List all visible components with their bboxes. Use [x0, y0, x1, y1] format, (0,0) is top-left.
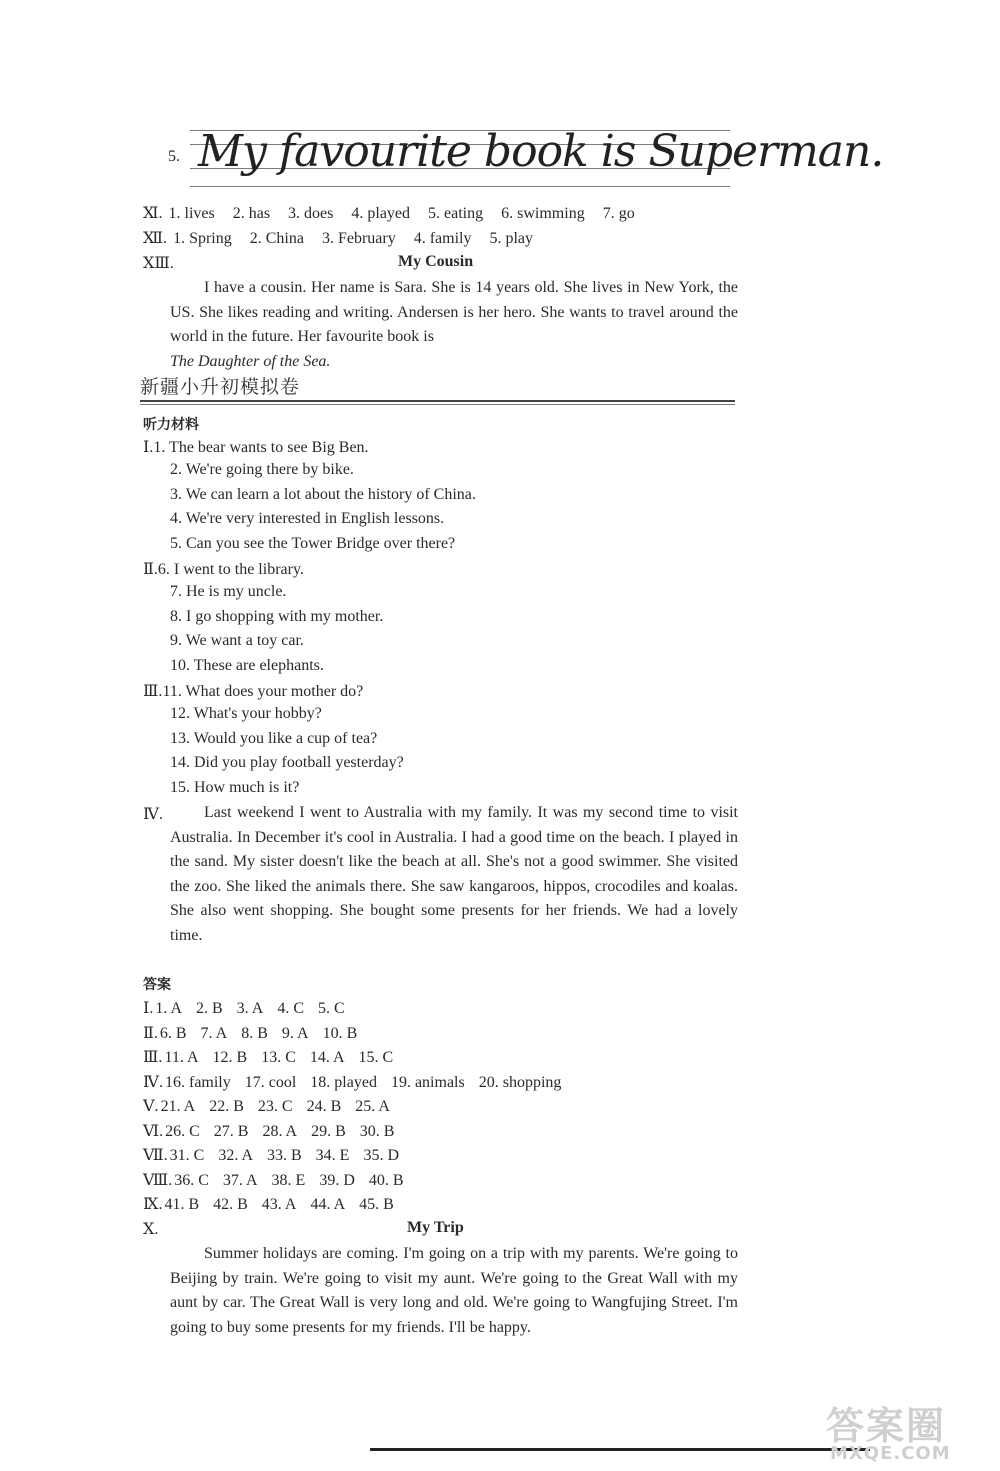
answer-row-label: Ⅴ.: [143, 1098, 159, 1115]
part3-item: 15. How much is it?: [170, 779, 300, 796]
answer-item: 14. A: [309, 1049, 345, 1066]
answer-item: 12. B: [212, 1049, 248, 1066]
answer-item: 21. A: [160, 1098, 196, 1115]
part1-item: 2. We're going there by bike.: [170, 461, 354, 478]
answer-row-label: Ⅲ.: [143, 1049, 163, 1066]
book-title: The Daughter of the Sea.: [170, 352, 331, 370]
answer-item: 42. B: [213, 1196, 248, 1213]
answer-item: 10. B: [322, 1024, 358, 1042]
answer-item: 29. B: [311, 1122, 346, 1140]
answer-item: 6. swimming: [501, 205, 585, 222]
answer-item: 3. does: [288, 205, 334, 222]
essay-body: I have a cousin. Her name is Sara. She is 14 years old. She lives in New York, the US. She likes reading and writing. Andersen is her hero. She wants to travel around the world in the future. Her favourite book is: [170, 279, 738, 346]
answer-item: 1. lives: [168, 205, 215, 222]
answer-item: 35. D: [363, 1147, 400, 1164]
answer-item: 6. B: [159, 1024, 187, 1042]
answer-item: 2. B: [196, 1000, 223, 1017]
answer-item: 5. C: [318, 1000, 345, 1017]
part1-item: Ⅰ.1. The bear wants to see Big Ben.: [143, 439, 369, 456]
handwriting-answer: [168, 122, 884, 194]
handwriting-number: 5.: [168, 148, 180, 165]
part-label: Ⅱ.: [143, 561, 158, 578]
section-xi: [143, 203, 649, 223]
answer-item: 8. B: [241, 1024, 268, 1042]
answer-item: 31. C: [169, 1147, 205, 1164]
part2-item: 10. These are elephants.: [170, 657, 324, 674]
listening-heading: 听力材料: [143, 417, 199, 433]
answer-item: 19. animals: [390, 1073, 465, 1091]
answer-item: 9. A: [281, 1024, 309, 1042]
answer-item: 3. February: [321, 230, 396, 247]
answer-row: [143, 1170, 418, 1190]
essay-title-my-cousin: My Cousin: [398, 253, 474, 270]
answer-item: 18. played: [310, 1073, 377, 1091]
answer-item: 7. go: [602, 205, 635, 222]
answer-item: 26. C: [165, 1122, 200, 1140]
answer-row-label: Ⅶ.: [143, 1147, 168, 1164]
answer-row: [143, 1023, 371, 1043]
answer-item: 32. A: [218, 1147, 253, 1164]
part2-item: 9. We want a toy car.: [170, 632, 304, 649]
section-label: Ⅻ.: [143, 230, 168, 247]
answer-item: 27. B: [213, 1122, 249, 1140]
answer-item: 23. C: [257, 1098, 293, 1115]
answer-item: 11. A: [164, 1049, 199, 1066]
part10-label: Ⅹ.: [143, 1221, 159, 1238]
part3-item: 14. Did you play football yesterday?: [170, 754, 404, 771]
answer-item: 33. B: [267, 1147, 302, 1164]
answer-row-label: Ⅰ.: [143, 1000, 154, 1017]
answer-row: [143, 998, 359, 1018]
essay-body: Summer holidays are coming. I'm going on a trip with my parents. We're going to Beijing by train. We're going to visit my aunt. We're going to the Great Wall with my aunt by car. The Great Wall is very long and old. We're going to Wangfujing Street. I'm going to buy some presents for my friends. I'll be happy.: [170, 1245, 738, 1336]
watermark-logo: 答案圈: [826, 1404, 947, 1448]
answer-item: 3. A: [236, 1000, 264, 1017]
answer-row-label: Ⅵ.: [143, 1122, 164, 1140]
answer-row-label: Ⅸ.: [143, 1196, 163, 1213]
answer-row: [143, 1121, 408, 1141]
answer-item: 13. C: [261, 1049, 296, 1066]
part1-item: 3. We can learn a lot about the history of China.: [170, 486, 476, 503]
essay-my-trip: [170, 1242, 738, 1340]
part3-item: 13. Would you like a cup of tea?: [170, 730, 378, 747]
watermark: [820, 1395, 980, 1465]
answer-item: 34. E: [315, 1147, 350, 1164]
section-label: Ⅺ.: [143, 205, 163, 222]
answer-item: 5. eating: [428, 205, 484, 222]
answer-item: 30. B: [359, 1122, 395, 1140]
answer-item: 4. family: [413, 230, 472, 247]
answer-row-label: Ⅷ.: [143, 1171, 173, 1189]
answer-item: 15. C: [358, 1049, 394, 1066]
answer-item: 16. family: [164, 1073, 231, 1091]
answer-row: [143, 1194, 408, 1214]
answer-item: 22. B: [209, 1098, 244, 1115]
answer-item: 40. B: [368, 1171, 404, 1189]
part2-item: 7. He is my uncle.: [170, 583, 287, 600]
answer-row: [143, 1047, 407, 1067]
part4-passage: [170, 801, 738, 949]
answer-item: 17. cool: [244, 1073, 297, 1091]
answer-item: 4. C: [277, 1000, 305, 1017]
answer-row: [143, 1145, 413, 1165]
section-xii: [143, 228, 547, 248]
part4-label: Ⅳ.: [143, 806, 163, 823]
exam-section-header: [140, 370, 735, 404]
answer-row: [143, 1072, 575, 1092]
section-xiii-label: ⅩⅢ.: [143, 255, 174, 272]
part1-item: 4. We're very interested in English lessons.: [170, 510, 445, 527]
answer-item: 20. shopping: [478, 1073, 562, 1091]
answer-item: 1. Spring: [173, 230, 232, 247]
answer-item: 37. A: [222, 1171, 258, 1189]
answer-item: 45. B: [359, 1196, 394, 1213]
part2-item: 8. I go shopping with my mother.: [170, 608, 384, 625]
answer-row: [143, 1096, 404, 1116]
answer-item: 24. B: [306, 1098, 342, 1115]
answer-row-label: Ⅳ.: [143, 1073, 163, 1091]
answer-item: 5. play: [489, 230, 534, 247]
answer-item: 41. B: [164, 1196, 200, 1213]
part1-item: 5. Can you see the Tower Bridge over there?: [170, 535, 456, 552]
part3-item: Ⅲ.11. What does your mother do?: [143, 683, 364, 700]
answer-item: 2. has: [232, 205, 271, 222]
answer-item: 44. A: [310, 1196, 346, 1213]
essay-title-my-trip: My Trip: [407, 1219, 464, 1236]
answer-item: 25. A: [355, 1098, 390, 1115]
footer-rule: [370, 1448, 870, 1451]
answer-item: 4. played: [351, 205, 411, 222]
answer-item: 38. E: [271, 1171, 306, 1189]
part2-item: Ⅱ.6. I went to the library.: [143, 561, 304, 578]
answer-item: 39. D: [319, 1171, 355, 1189]
handwriting-text: My favourite book is Superman.: [198, 126, 884, 177]
answer-item: 43. A: [261, 1196, 297, 1213]
part3-item: 12. What's your hobby?: [170, 705, 322, 722]
answer-item: 1. A: [155, 1000, 182, 1017]
answer-item: 2. China: [249, 230, 304, 247]
passage-body: Last weekend I went to Australia with my family. It was my second time to visit Australia. In December it's cool in Australia. I had a good time on the beach. I played in the sand. My sister doesn't like the beach at all. She's not a good swimmer. She visited the zoo. She liked the animals there. She saw kangaroos, hippos, crocodiles and koalas. She also went shopping. She bought some presents for her friends. We had a lovely time.: [170, 804, 738, 944]
essay-my-cousin: [170, 276, 738, 374]
answer-item: 7. A: [200, 1024, 228, 1042]
answer-row-label: Ⅱ.: [143, 1024, 158, 1042]
exam-heading: 新疆小升初模拟卷: [140, 376, 301, 398]
answer-item: 36. C: [174, 1171, 209, 1189]
part-label: Ⅰ.: [143, 439, 154, 456]
part-label: Ⅲ.: [143, 683, 163, 700]
answer-item: 28. A: [262, 1122, 298, 1140]
watermark-url: MXQE.COM: [830, 1443, 951, 1464]
answers-heading: 答案: [143, 977, 171, 993]
